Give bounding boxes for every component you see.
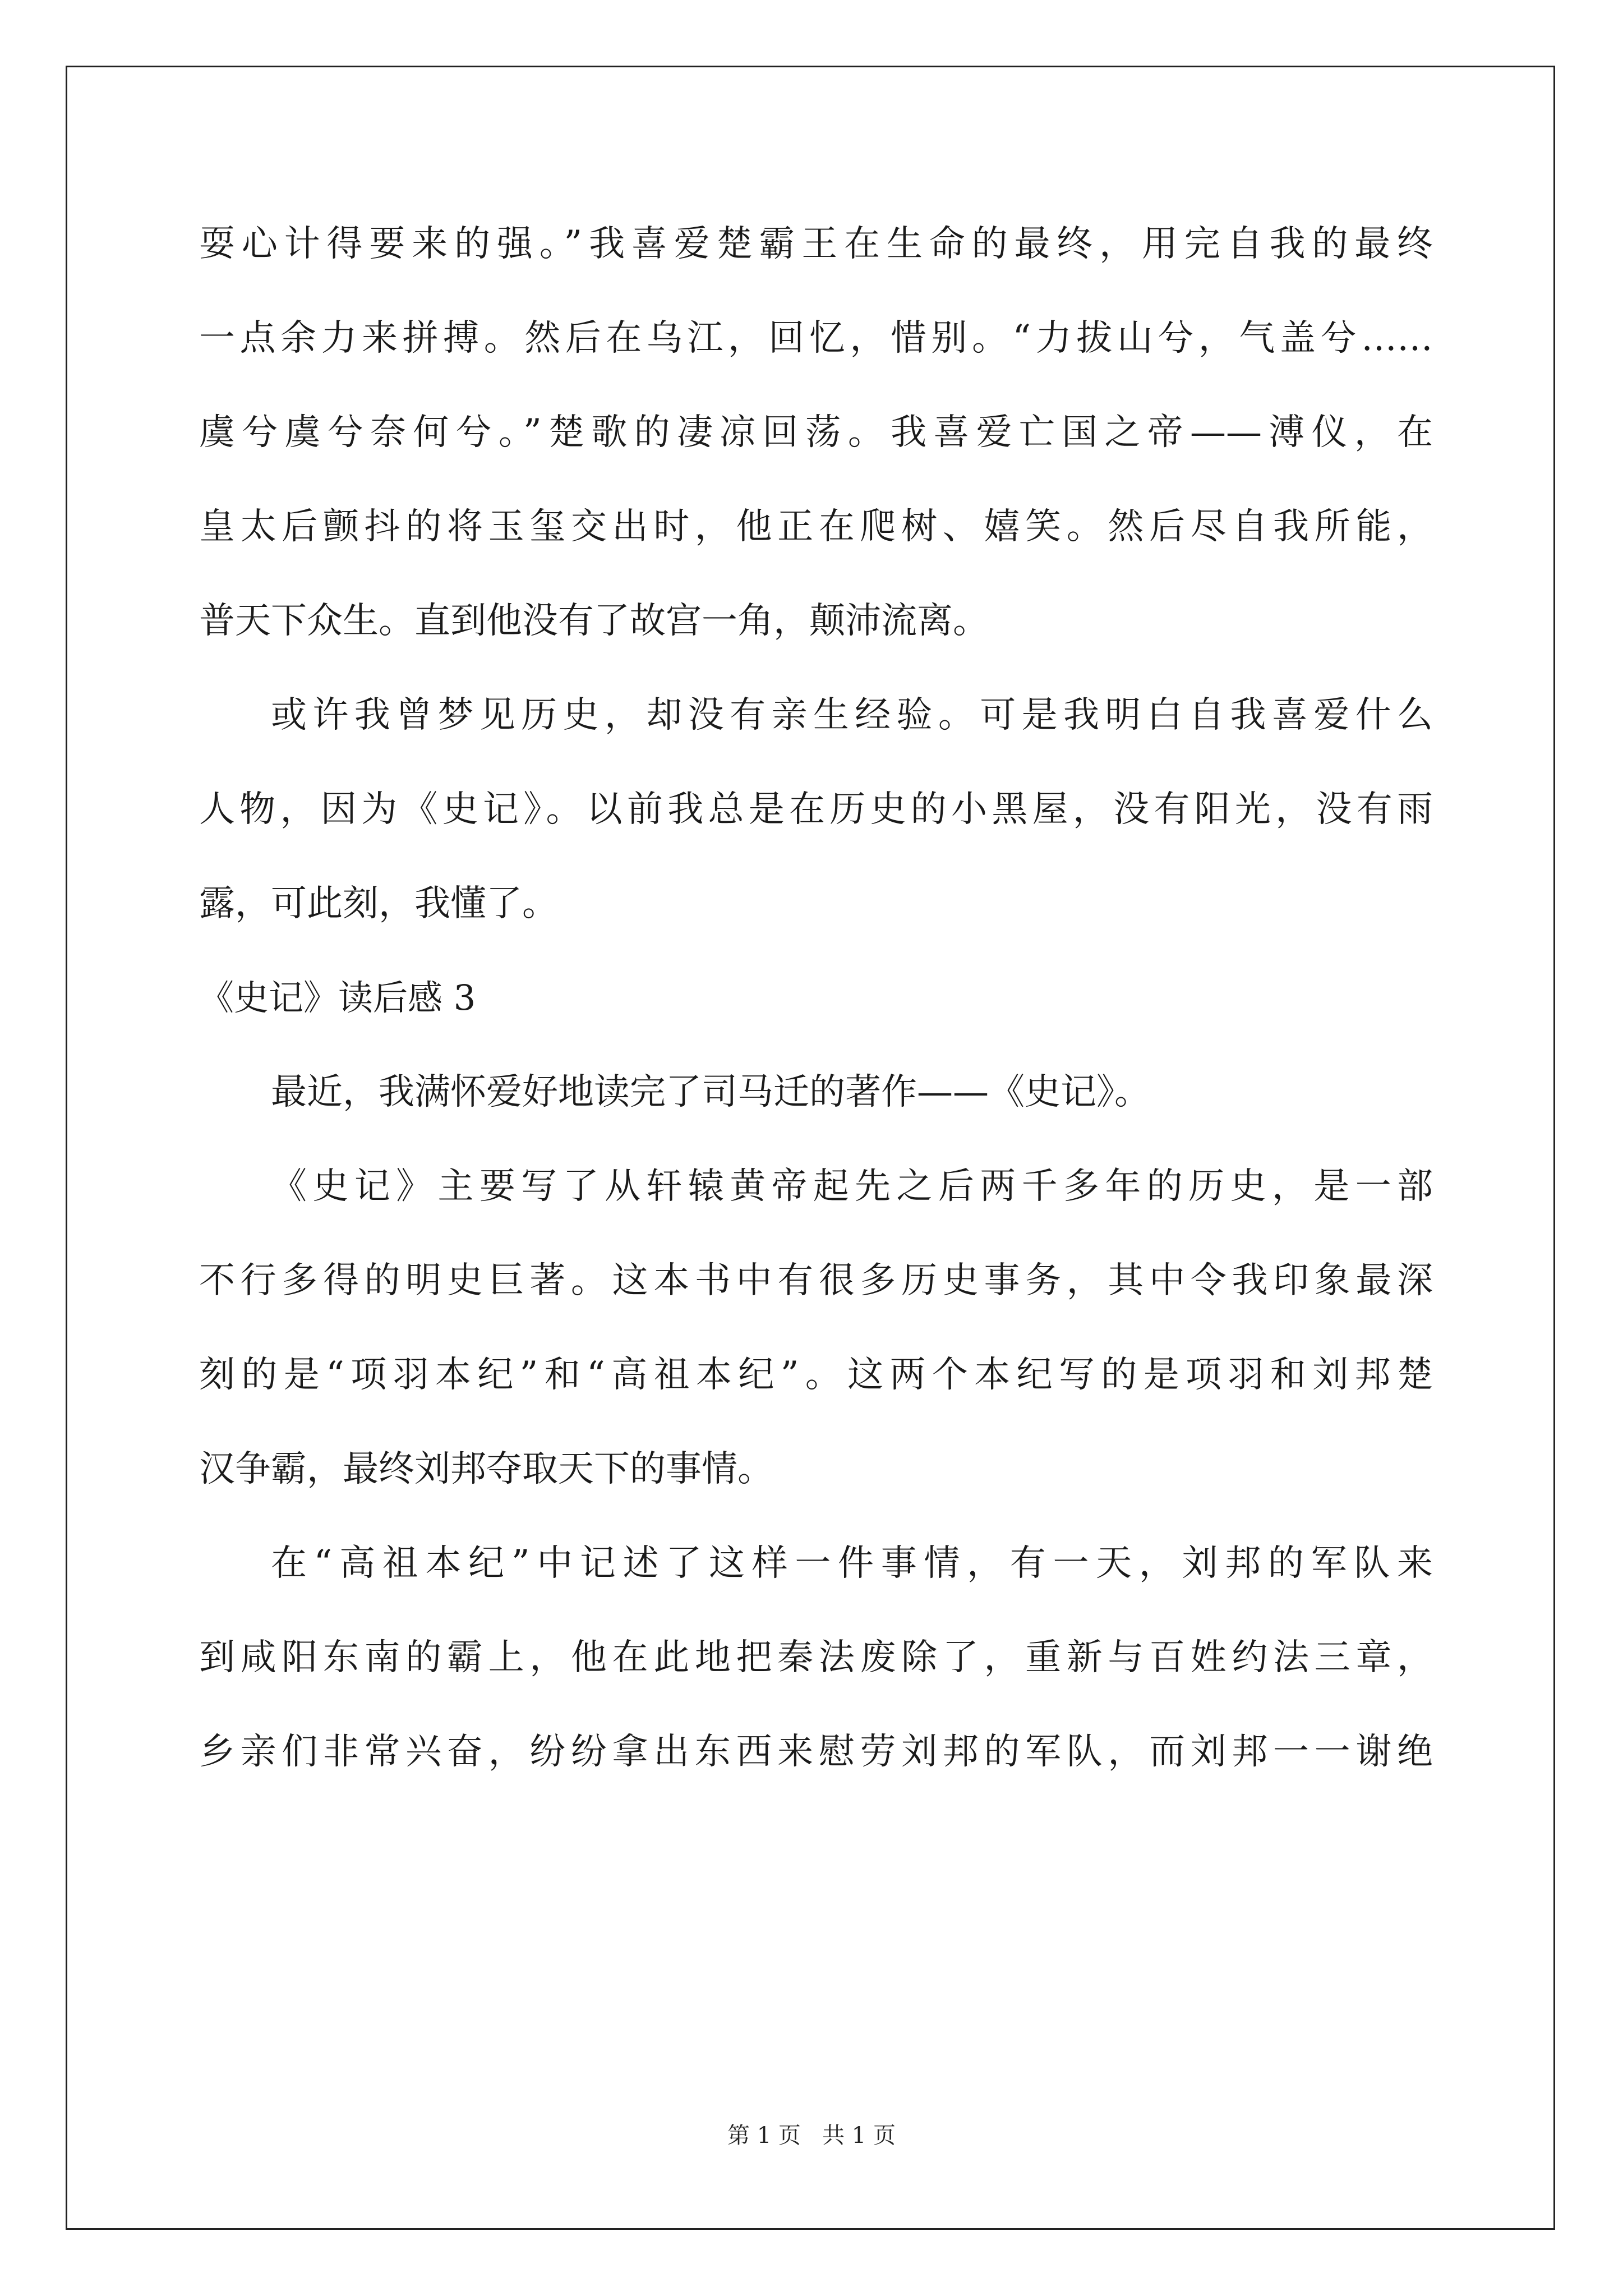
page-footer: 第 1 页 共 1 页 bbox=[727, 2123, 896, 2148]
text-line: 《史记》主要写了从轩辕黄帝起先之后两千多年的历史，是一部 bbox=[271, 1166, 1433, 1207]
text-line: 一点余力来拼搏。然后在乌江，回忆，惜别。“力拔山兮，气盖兮…… bbox=[199, 318, 1433, 359]
text-line: 汉争霸，最终刘邦夺取天下的事情。 bbox=[199, 1448, 773, 1490]
text-line: 在“高祖本纪”中记述了这样一件事情，有一天，刘邦的军队来 bbox=[271, 1543, 1433, 1584]
text-line: 到咸阳东南的霸上，他在此地把秦法废除了，重新与百姓约法三章， bbox=[199, 1637, 1433, 1678]
text-line: 乡亲们非常兴奋，纷纷拿出东西来慰劳刘邦的军队，而刘邦一一谢绝 bbox=[199, 1731, 1433, 1773]
text-line: 皇太后颤抖的将玉玺交出时，他正在爬树、嬉笑。然后尽自我所能， bbox=[199, 506, 1433, 547]
text-line: 不行多得的明史巨著。这本书中有很多历史事务，其中令我印象最深 bbox=[199, 1260, 1433, 1301]
text-line: 普天下众生。直到他没有了故宫一角，颠沛流离。 bbox=[199, 600, 989, 642]
text-line: 或许我曾梦见历史，却没有亲生经验。可是我明白自我喜爱什么 bbox=[271, 694, 1433, 736]
text-line: 人物，因为《史记》。以前我总是在历史的小黑屋，没有阳光，没有雨 bbox=[199, 789, 1433, 830]
page-border bbox=[66, 66, 1555, 2230]
text-line: 虞兮虞兮奈何兮。”楚歌的凄凉回荡。我喜爱亡国之帝——溥仪，在 bbox=[199, 412, 1433, 453]
text-line: 露，可此刻，我懂了。 bbox=[199, 883, 558, 924]
section-heading: 《史记》读后感 3 bbox=[199, 977, 476, 1018]
text-line: 刻的是“项羽本纪”和“高祖本纪”。这两个本纪写的是项羽和刘邦楚 bbox=[199, 1354, 1433, 1396]
text-line: 耍心计得要来的强。”我喜爱楚霸王在生命的最终，用完自我的最终 bbox=[199, 223, 1433, 265]
text-line: 最近，我满怀爱好地读完了司马迁的著作——《史记》。 bbox=[271, 1071, 1150, 1113]
